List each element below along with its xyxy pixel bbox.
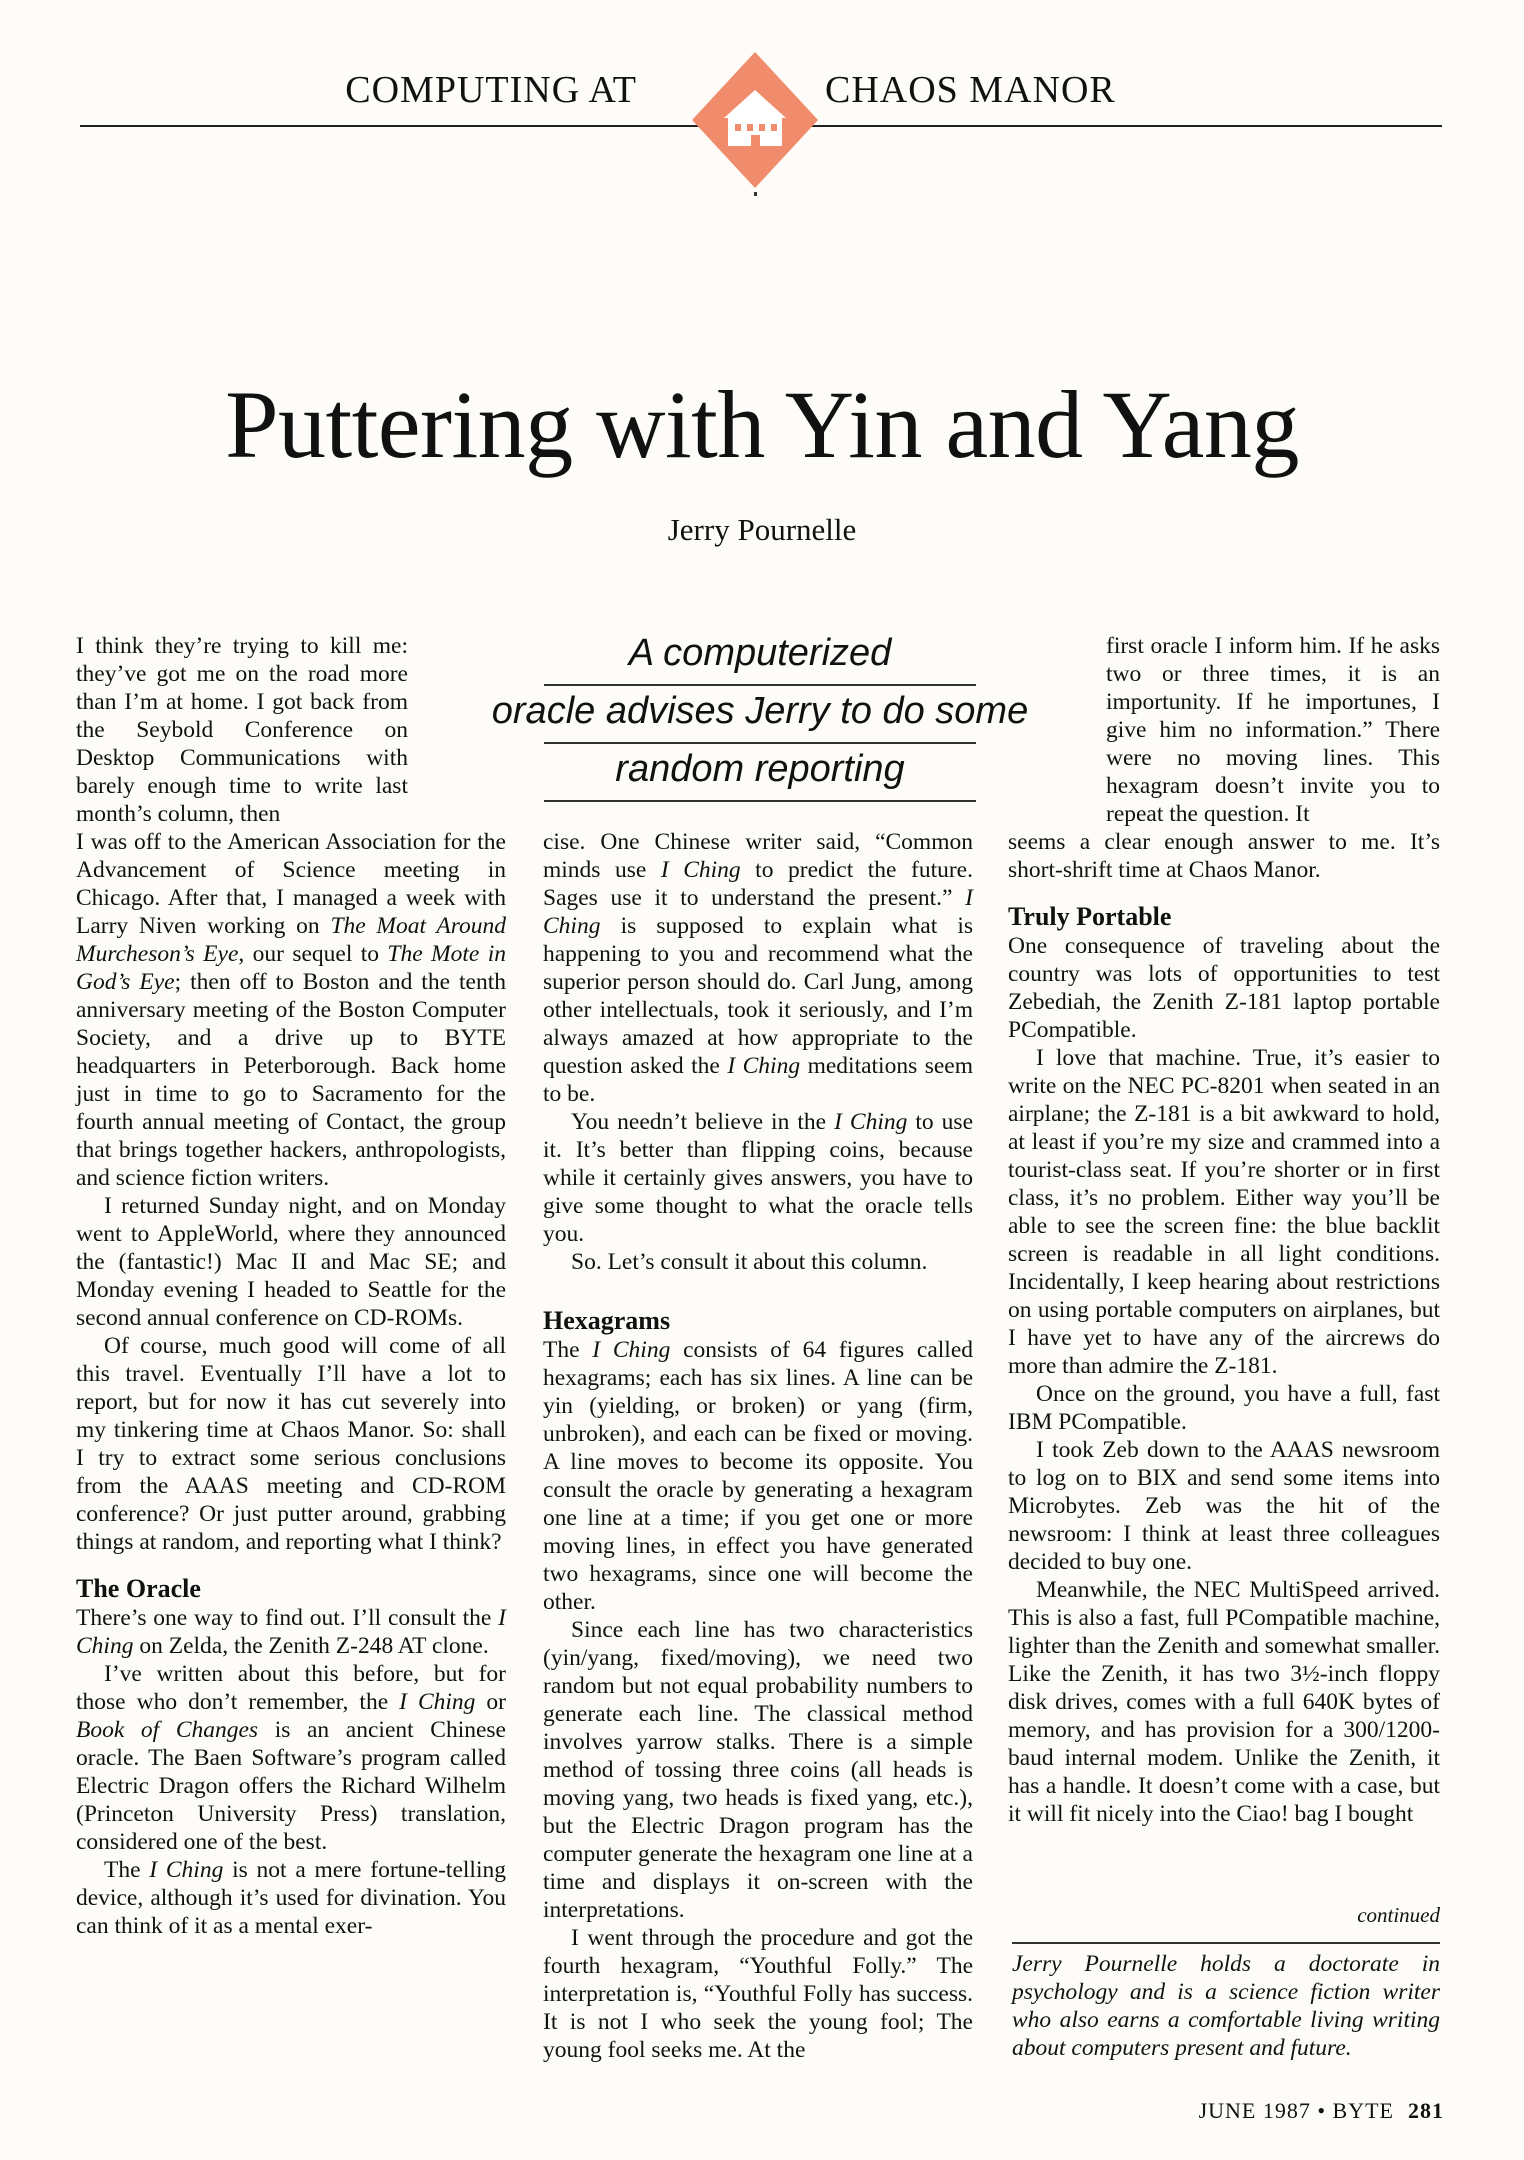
paragraph: You needn’t believe in the I Ching to use it. It’s better than flipping coins, because while it certainly gives answers, you have to give some thought to what the oracle tells you. bbox=[543, 1109, 974, 1247]
paragraph: I think they’re trying to kill me: they’ve got me on the road more than I’m at home. I got back from the Seybold Conference on Desktop Communications with barely enough time to write last month’s column, then bbox=[76, 633, 408, 827]
section-heading: Truly Portable bbox=[1008, 902, 1172, 931]
page-number: 281 bbox=[1408, 2098, 1444, 2123]
paragraph: One consequence of traveling about the country was lots of opportunities to test Zebediah, the Zenith Z-181 laptop portable PCompatible. bbox=[1008, 933, 1440, 1043]
paragraph: Meanwhile, the NEC MultiSpeed arrived. This is also a fast, full PCompatible machine, lighter than the Zenith and somewhat smaller. Like the Zenith, it has two 3½-inch floppy disk drives, comes with a full 640K bytes of memory, and has provision for a 300/1200-baud internal modem. Unlike the Zenith, it has a handle. It doesn’t come with a case, but it will fit nicely into the Ciao! bag I bought bbox=[1008, 1577, 1440, 1827]
paragraph: I went through the procedure and got the fourth hexagram, “Youthful Folly.” The interpretation is, “Youthful Folly has success. It is not I who seek the young fool; The young fool seeks me. At the bbox=[543, 1925, 973, 2063]
paragraph: I returned Sunday night, and on Monday went to AppleWorld, where they announced the (fantastic!) Mac II and Mac SE; and Monday evening I headed to Seattle for the second annual conference on CD-ROMs. bbox=[76, 1193, 506, 1331]
bio-rule bbox=[1012, 1942, 1440, 1944]
paragraph: I’ve written about this before, but for those who don’t remember, the I Ching or Book of Changes is an ancient Chinese oracle. The Baen Software’s program called Electric Dragon offers the Richard Wilhelm (Princeton University Press) translation, considered one of the best. bbox=[76, 1661, 506, 1855]
author-bio: Jerry Pournelle holds a doctorate in psychology and is a science fiction writer who also earns a comfortable living writing about computers present and future. bbox=[1012, 1951, 1440, 2061]
paragraph: I took Zeb down to the AAAS newsroom to log on to BIX and send some items into Microbytes. Zeb was the hit of the newsroom: I think at least three colleagues decided to buy one. bbox=[1008, 1437, 1440, 1575]
paragraph: I was off to the American Association for the Advancement of Science meeting in Chicago. After that, I managed a week with Larry Niven working on The Moat Around Murcheson’s Eye, our sequel to The Mote in God’s Eye; then off to Boston and the tenth anniversary meeting of the Boston Computer Society, and a drive up to BYTE headquarters in Peterborough. Back home just in time to go to Sacramento for the fourth annual meeting of Contact, the group that brings together hackers, anthropologists, and science fiction writers. bbox=[76, 829, 506, 1191]
paragraph: Once on the ground, you have a full, fast IBM PCompatible. bbox=[1008, 1381, 1440, 1435]
column-3 bbox=[1008, 828, 1440, 1828]
paragraph: seems a clear enough answer to me. It’s short-shrift time at Chaos Manor. bbox=[1008, 829, 1440, 883]
book-title: The Mote in God’s Eye bbox=[76, 941, 506, 995]
paragraph: The I Ching consists of 64 figures called hexagrams; each has six lines. A line can be yin (yielding, or broken) or yang (firm, unbroken), and each can be fixed or moving. A line moves to become its opposite. You consult the oracle by generating a hexagram one line at a time; if you get one or more moving lines, in effect you have generated two hexagrams, since one will become the other. bbox=[543, 1337, 973, 1615]
paragraph: There’s one way to find out. I’ll consult the I Ching on Zelda, the Zenith Z-248 AT clone. bbox=[76, 1605, 506, 1659]
column-1 bbox=[76, 828, 506, 1940]
chaos-manor-logo-icon bbox=[690, 50, 820, 200]
article-title: Puttering with Yin and Yang bbox=[225, 371, 1299, 478]
column-header bbox=[80, 50, 1442, 170]
byline: Jerry Pournelle bbox=[667, 512, 857, 547]
section-heading: Hexagrams bbox=[543, 1306, 671, 1335]
paragraph: The I Ching is not a mere fortune-telling device, although it’s used for divination. You can think of it as a mental exer- bbox=[76, 1857, 506, 1939]
page-footer bbox=[1199, 2098, 1444, 2124]
column-3-intro bbox=[1106, 632, 1440, 828]
paragraph: So. Let’s consult it about this column. bbox=[571, 1249, 928, 1275]
continued-label: continued bbox=[1357, 1903, 1440, 1927]
paragraph: Of course, much good will come of all this travel. Eventually I’ll have a lot to report, but for now it has cut severely into my tinkering time at Chaos Manor. So: shall I try to extract some serious conclusions from the AAAS meeting and CD-ROM conference? Or just putter around, grabbing things at random, and reporting what I think? bbox=[76, 1333, 506, 1555]
issue-label: JUNE 1987 • BYTE bbox=[1198, 2098, 1394, 2123]
paragraph: cise. One Chinese writer said, “Common minds use I Ching to predict the future. Sages use it to understand the present.” I Ching is supposed to explain what is happening to you and recommend what the superior person should do. Carl Jung, among other intellectuals, took it seriously, and I’m always amazed at how appropriate to the question asked the I Ching meditations seem to be. bbox=[543, 829, 974, 1107]
pull-quote-line: oracle advises Jerry to do some bbox=[491, 690, 1029, 732]
header-left-text: COMPUTING AT bbox=[345, 69, 637, 111]
column-2 bbox=[543, 828, 973, 2064]
pull-quote-line: A computerized bbox=[628, 632, 892, 674]
paragraph: first oracle I inform him. If he asks two or three times, it is an importunity. If he importunes, I give him no information.” There were no moving lines. This hexagram doesn’t invite you to repeat the question. It bbox=[1106, 633, 1440, 827]
paragraph: Since each line has two characteristics (yin/yang, fixed/moving), we need two random but not equal probability numbers to generate each line. The classical method involves yarrow stalks. There is a simple method of tossing three coins (all heads is moving yang, two heads is fixed yang, etc.), but the Electric Dragon program has the computer generate the hexagram one line at a time and displays it on-screen with the interpretations. bbox=[543, 1617, 973, 1923]
paragraph: I love that machine. True, it’s easier to write on the NEC PC-8201 when seated in an airplane; the Z-181 is a bit awkward to hold, at least if you’re my size and crammed into a tourist-class seat. If you’re shorter or in first class, it’s no problem. Either way you’ll be able to see the screen fine: the blue backlit screen is readable in all light conditions. Incidentally, I keep hearing about restrictions on using portable computers on airplanes, but I have yet to have any of the aircrews do more than admire the Z-181. bbox=[1008, 1045, 1440, 1379]
pull-quote-line: random reporting bbox=[615, 748, 905, 790]
header-right-text: CHAOS MANOR bbox=[825, 69, 1116, 111]
pull-quote-rule bbox=[544, 800, 976, 802]
column-1-intro bbox=[76, 632, 408, 828]
pull-quote bbox=[480, 628, 1040, 802]
section-heading: The Oracle bbox=[76, 1574, 201, 1603]
book-title: The Moat Around Murcheson’s Eye bbox=[76, 913, 506, 967]
